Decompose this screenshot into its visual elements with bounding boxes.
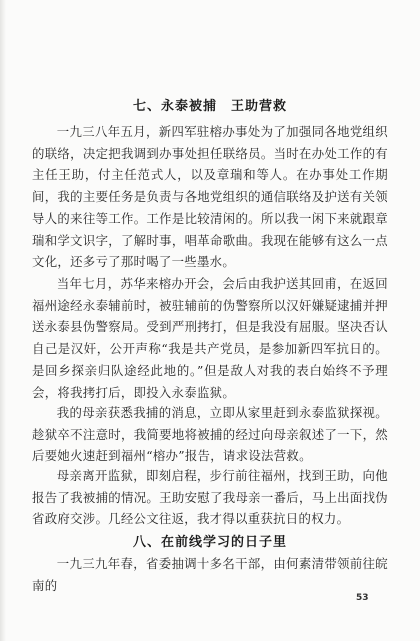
paragraph: 当年七月，苏华来榕办开会，会后由我护送其回甫，在返回福州途经永泰辅前时，被驻辅前的伪警察所以汉奸嫌疑逮捕并押送永泰县伪警察局。受到严刑拷打，但是我没有屈服。坚决否认自己是汉奸，公开声称“我是共产党员，是参加新四军抗日的。是回乡探亲归队途经此地的。”但是敌人对我的表白始终不予理会，将我拷打后，即投入永泰监狱。 bbox=[32, 276, 388, 400]
paragraph: 我的母亲获悉我捕的消息，立即从家里赶到永泰监狱探视。趁狱卒不注意时，我简要地将被捕的经过向母亲叙述了一下，然后要她火速赶到福州“榕办”报告，请求设法营救。 bbox=[32, 405, 388, 464]
page-number: 53 bbox=[356, 593, 369, 603]
section-title-7: 七、永泰被捕 王助营救 bbox=[132, 99, 287, 114]
paragraph: 一九三八年五月，新四军驻榕办事处为了加强同各地党组织的联络，决定把我调到办事处担任联络员。当时在办处工作的有主任王助，付主任范式人，以及章瑞和等人。在办事处工作期间，我的主要任务是负责与各地党组织的通信联络及护送有关领导人的来往等工作。工作是比较清闲的。所以我一闲下来就跟章瑞和学文识字，了解时事，唱革命歌曲。我现在能够有这么一点文化，还多亏了那时喝了一些墨水。 bbox=[32, 124, 388, 270]
paragraph: 母亲离开监狱，即刻启程，步行前往福州，找到王助，向他报告了我被捕的情况。王助安慰了我母亲一番后，马上出面找伪省政府交涉。几经公文往返，我才得以重获抗日的权力。 bbox=[32, 468, 388, 527]
section-title-8: 八、在前线学习的日子里 bbox=[132, 535, 287, 550]
paragraph: 一九三九年春，省委抽调十多名干部，由何素清带领前往皖南的 bbox=[32, 556, 388, 593]
